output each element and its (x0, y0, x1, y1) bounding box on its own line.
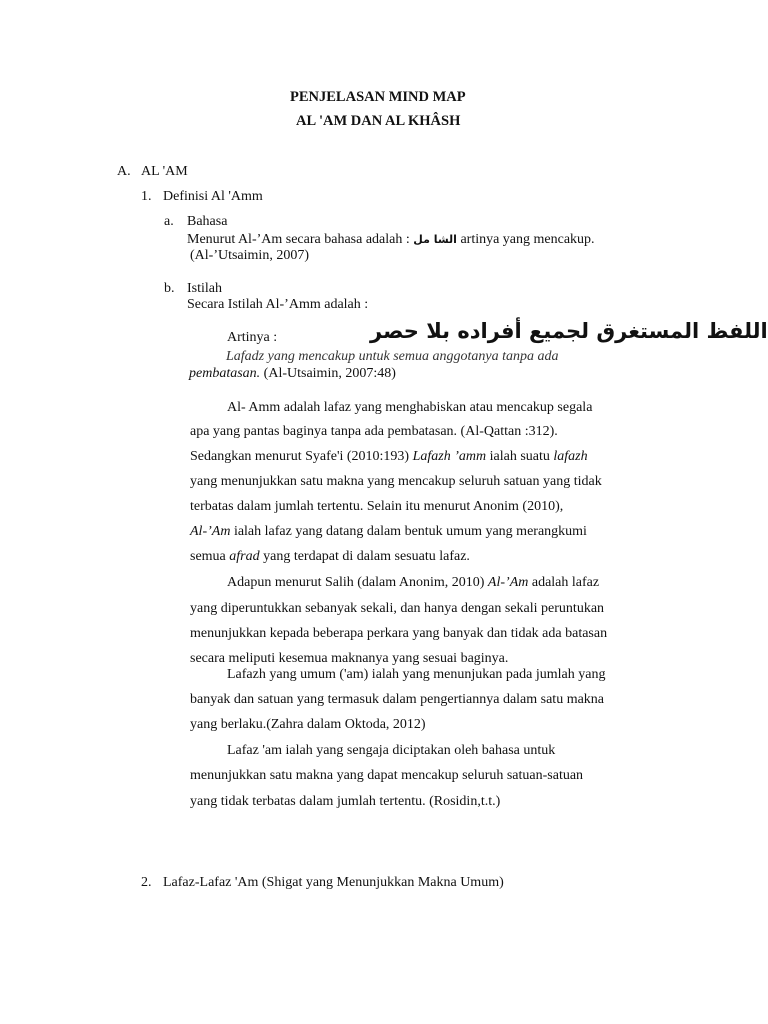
para-1-line-6-rest: ialah lafaz yang datang dalam bentuk umum yang merangkumi (233, 524, 587, 539)
para-1-line-1: Al- Amm adalah lafaz yang menghabiskan atau mencakup segala (227, 400, 593, 415)
para-1-line-3-term-1: Lafazh ’amm (412, 449, 487, 464)
para-2-line-3: menunjukkan kepada beberapa perkara yang banyak dan tidak ada batasan (190, 626, 608, 641)
para-2-line-4: secara meliputi kesemua maknanya yang sesuai baginya. (190, 651, 509, 666)
para-1-line-7-rest: yang terdapat di dalam sesuatu lafaz. (263, 549, 470, 564)
sub-a-line-pre: Menurut Al-’Am secara bahasa adalah : (187, 232, 410, 247)
doc-title-line-1: PENJELASAN MIND MAP (290, 89, 466, 105)
sub-a-label: Bahasa (187, 214, 228, 229)
para-3-line-3: yang berlaku.(Zahra dalam Oktoda, 2012) (190, 717, 426, 732)
para-3-line-2: banyak dan satuan yang termasuk dalam pengertiannya dalam satu makna (190, 692, 605, 707)
doc-title-line-2: AL 'AM DAN AL KHÂSH (296, 113, 461, 129)
para-1-line-4: yang menunjukkan satu makna yang mencakup seluruh satuan yang tidak (190, 474, 602, 489)
sub-a-marker: a. (164, 214, 174, 229)
para-1-line-7 (190, 550, 470, 564)
sub-b-artinya: Artinya : (227, 330, 278, 345)
sub-b-italic-word: pembatasan. (189, 366, 261, 381)
sub-b-arabic-definition: اللفظ المستغرق لجميع أفراده بلا حصر (370, 319, 768, 343)
sub-b-marker: b. (164, 281, 175, 296)
section-a-marker: A. (117, 164, 131, 179)
para-1-line-5: terbatas dalam jumlah tertentu. Selain itu menurut Anonim (2010), (190, 499, 564, 514)
sub-a-citation: (Al-’Utsaimin, 2007) (190, 248, 309, 263)
item-1-label: Definisi Al 'Amm (163, 189, 263, 204)
sub-a-line-post: artinya yang mencakup. (460, 232, 595, 247)
para-1-line-6 (190, 525, 587, 539)
para-3-line-1: Lafazh yang umum ('am) ialah yang menunjukan pada jumlah yang (227, 667, 606, 682)
para-1-line-2: apa yang pantas baginya tanpa ada pembatasan. (Al-Qattan :312). (190, 424, 558, 439)
sub-b-italic-line-2 (189, 367, 396, 381)
para-1-line-3-mid: ialah suatu (489, 449, 550, 464)
para-1-line-3-term-2: lafazh (553, 449, 588, 464)
sub-a-arabic-term: الشا مل (413, 233, 457, 246)
para-1-line-6-term: Al-’Am (190, 524, 231, 539)
para-4-line-1: Lafaz 'am ialah yang sengaja diciptakan oleh bahasa untuk (227, 743, 556, 758)
para-2-line-1-term: Al-’Am (487, 575, 529, 590)
sub-b-label: Istilah (187, 281, 222, 296)
sub-a-definition-line (187, 233, 595, 247)
para-2-line-1-rest: adalah lafaz (531, 575, 600, 590)
item-2-label: Lafaz-Lafaz 'Am (Shigat yang Menunjukkan Makna Umum) (163, 875, 504, 890)
para-4-line-3: yang tidak terbatas dalam jumlah tertentu. (Rosidin,t.t.) (190, 794, 501, 809)
item-1-marker: 1. (141, 189, 152, 204)
sub-b-italic-line: Lafadz yang mencakup untuk semua anggotanya tanpa ada (226, 349, 559, 364)
para-2-line-2: yang diperuntukkan sebanyak sekali, dan hanya dengan sekali peruntukan (190, 601, 605, 616)
para-2-line-1-pre: Adapun menurut Salih (dalam Anonim, 2010) (227, 575, 485, 590)
para-1-line-3-pre: Sedangkan menurut Syafe'i (2010:193) (190, 449, 410, 464)
sub-b-citation: (Al-Utsaimin, 2007:48) (263, 366, 396, 381)
para-2-line-1 (227, 576, 599, 590)
para-4-line-2: menunjukkan satu makna yang dapat mencakup seluruh satuan-satuan (190, 768, 584, 783)
section-a-label: AL 'AM (141, 164, 188, 179)
para-1-line-3 (190, 450, 588, 464)
item-2-marker: 2. (141, 875, 152, 890)
para-1-line-7-pre: semua (190, 549, 226, 564)
sub-b-definition-line: Secara Istilah Al-’Amm adalah : (187, 297, 369, 312)
para-1-line-7-term: afrad (229, 549, 260, 564)
